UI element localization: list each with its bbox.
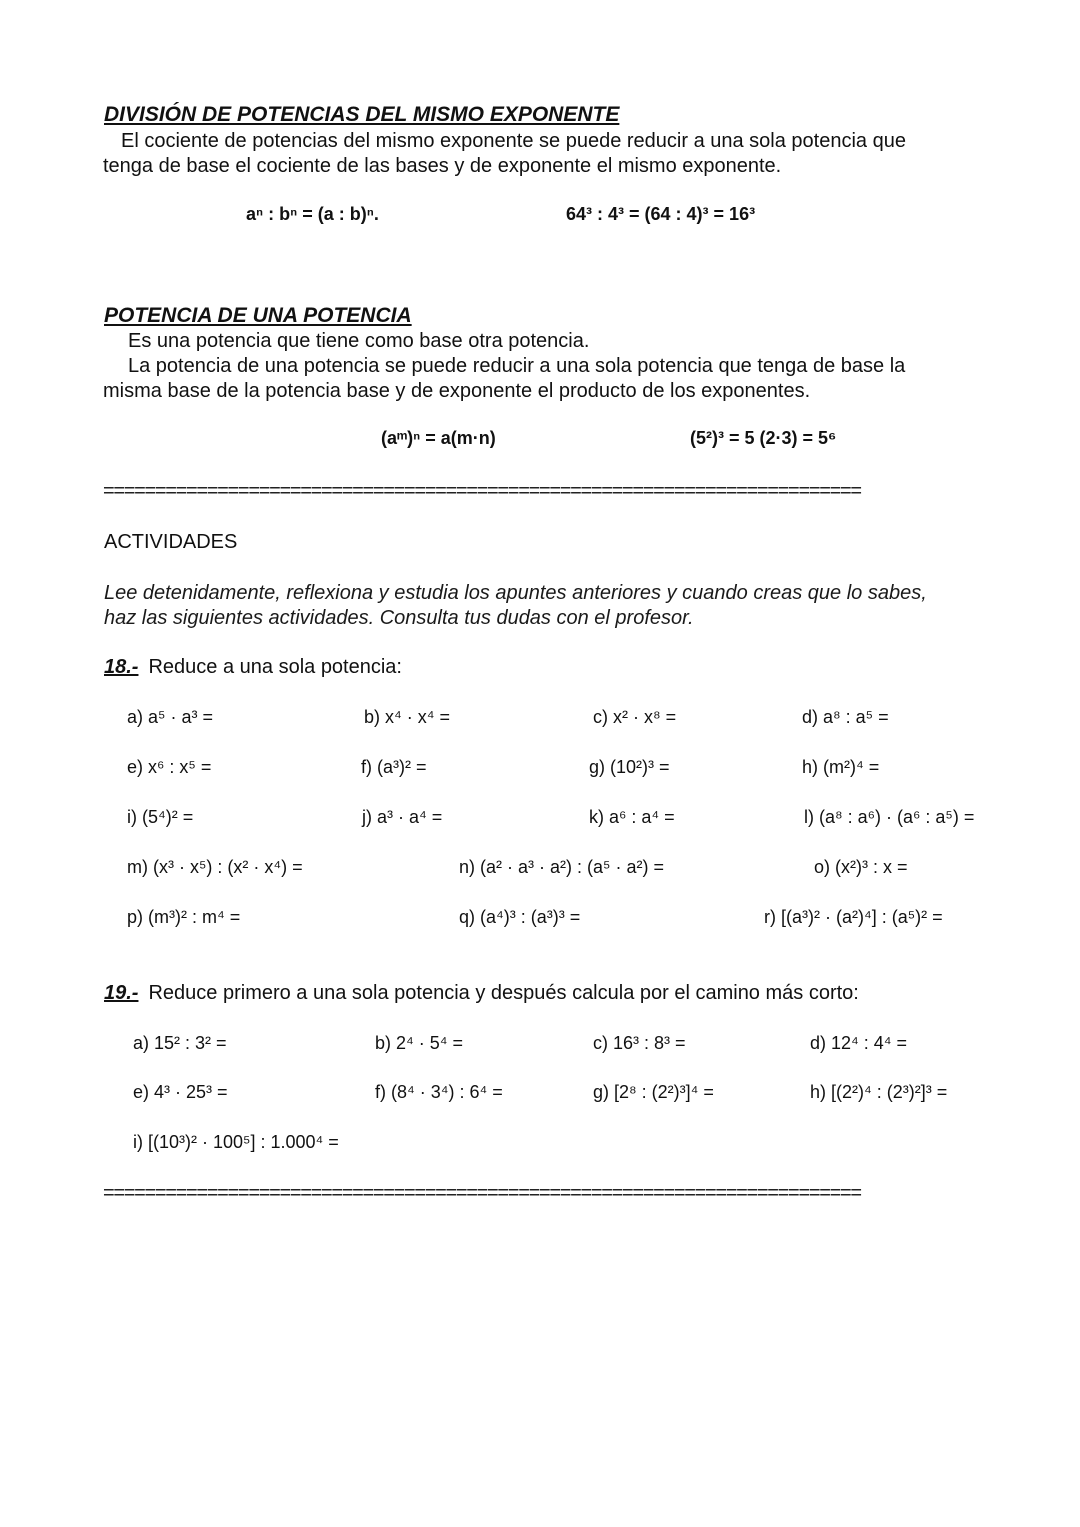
section-division-title: DIVISIÓN DE POTENCIAS DEL MISMO EXPONENTE (104, 103, 620, 126)
exercise-19e: e) 4³ · 25³ = (133, 1082, 228, 1102)
section-division-text-line2: tenga de base el cociente de las bases y de exponente el mismo exponente. (103, 155, 782, 177)
exercise-18c: c) x² · x⁸ = (593, 707, 677, 727)
activities-intro-line2: haz las siguientes actividades. Consulta tus dudas con el profesor. (104, 607, 694, 629)
exercise-18e: e) x⁶ : x⁵ = (127, 757, 212, 777)
exercise-18m: m) (x³ · x⁵) : (x² · x⁴) = (127, 857, 303, 877)
question-19-header (104, 982, 859, 1005)
section-power-text-line2: La potencia de una potencia se puede reducir a una sola potencia que tenga de base la (128, 355, 906, 377)
exercise-18o: o) (x²)³ : x = (814, 857, 908, 877)
question-18-prompt: Reduce a una sola potencia: (148, 656, 402, 678)
division-rule-formula: aⁿ : bⁿ = (a : b)ⁿ. (246, 204, 379, 224)
exercise-19i: i) [(10³)² · 100⁵] : 1.000⁴ = (133, 1132, 339, 1152)
exercise-19f: f) (8⁴ · 3⁴) : 6⁴ = (375, 1082, 503, 1102)
separator-line-bottom: ========================================================================= (103, 1182, 861, 1204)
exercise-18f: f) (a³)² = (361, 757, 427, 777)
question-18-header (104, 656, 402, 679)
section-power-text-line3: misma base de la potencia base y de exponente el producto de los exponentes. (103, 380, 811, 402)
exercise-19b: b) 2⁴ · 5⁴ = (375, 1033, 464, 1053)
activities-intro-line1: Lee detenidamente, reflexiona y estudia los apuntes anteriores y cuando creas que lo sabes, (104, 582, 927, 604)
exercise-18i: i) (5⁴)² = (127, 807, 194, 827)
exercise-19c: c) 16³ : 8³ = (593, 1033, 686, 1053)
exercise-18j: j) a³ · a⁴ = (362, 807, 443, 827)
power-example-formula: (5²)³ = 5 (2·3) = 5⁶ (690, 428, 837, 448)
exercise-18g: g) (10²)³ = (589, 757, 670, 777)
exercise-18q: q) (a⁴)³ : (a³)³ = (459, 907, 581, 927)
exercise-18l: l) (a⁸ : a⁶) · (a⁶ : a⁵) = (804, 807, 975, 827)
question-19-number: 19.- (104, 982, 139, 1004)
section-power-title: POTENCIA DE UNA POTENCIA (104, 304, 412, 327)
section-power-text-line1: Es una potencia que tiene como base otra potencia. (128, 330, 590, 352)
power-rule-formula: (aᵐ)ⁿ = a(m·n) (381, 428, 496, 448)
exercise-19d: d) 12⁴ : 4⁴ = (810, 1033, 908, 1053)
exercise-18b: b) x⁴ · x⁴ = (364, 707, 450, 727)
exercise-18p: p) (m³)² : m⁴ = (127, 907, 241, 927)
exercise-19g: g) [2⁸ : (2²)³]⁴ = (593, 1082, 714, 1102)
question-18-number: 18.- (104, 656, 139, 678)
question-19-prompt: Reduce primero a una sola potencia y después calcula por el camino más corto: (148, 982, 859, 1004)
exercise-19h: h) [(2²)⁴ : (2³)²]³ = (810, 1082, 948, 1102)
exercise-18n: n) (a² · a³ · a²) : (a⁵ · a²) = (459, 857, 664, 877)
exercise-18d: d) a⁸ : a⁵ = (802, 707, 889, 727)
division-example-formula: 64³ : 4³ = (64 : 4)³ = 16³ (566, 204, 756, 224)
section-division-text-line1: El cociente de potencias del mismo exponente se puede reducir a una sola potencia que (121, 130, 906, 152)
exercise-18r: r) [(a³)² · (a²)⁴] : (a⁵)² = (764, 907, 943, 927)
separator-line-top: ========================================================================= (103, 480, 861, 502)
activities-title: ACTIVIDADES (104, 531, 238, 553)
exercise-18h: h) (m²)⁴ = (802, 757, 880, 777)
exercise-19a: a) 15² : 3² = (133, 1033, 227, 1053)
exercise-18k: k) a⁶ : a⁴ = (589, 807, 675, 827)
exercise-18a: a) a⁵ · a³ = (127, 707, 213, 727)
